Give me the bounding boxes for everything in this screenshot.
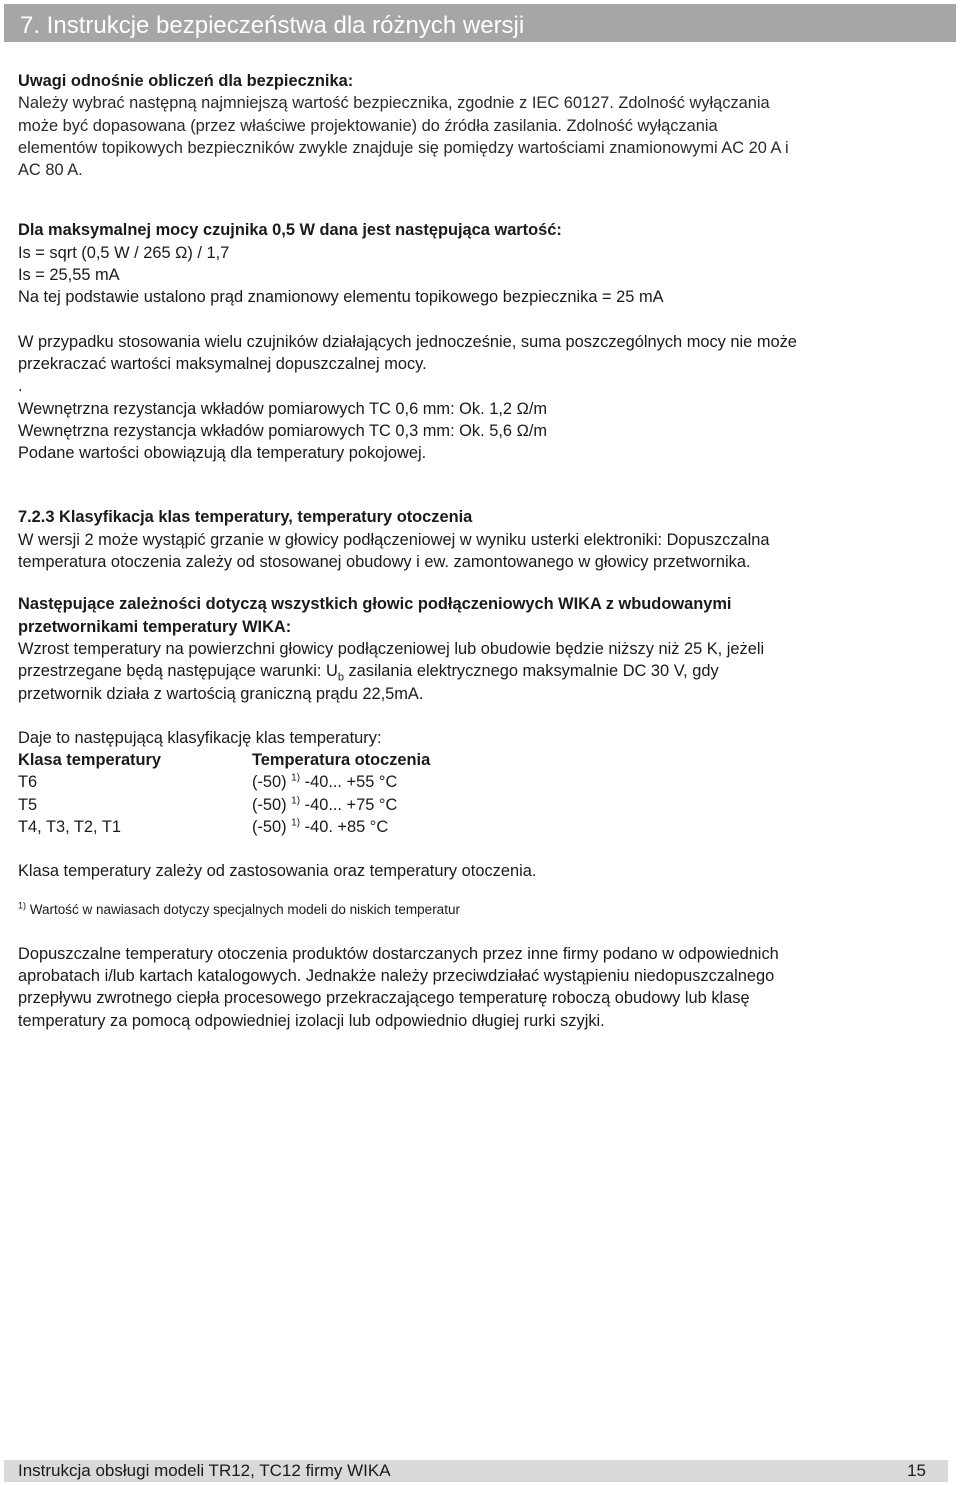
footnote-ref: 1) bbox=[291, 795, 301, 807]
page-number: 15 bbox=[907, 1461, 926, 1480]
room-temp-note: Podane wartości obowiązują dla temperatury pokojowej. bbox=[18, 444, 427, 463]
resistance-line: Wewnętrzna rezystancja wkładów pomiarowych TC 0,3 mm: Ok. 5,6 Ω/m bbox=[18, 421, 548, 440]
subscript: b bbox=[337, 671, 344, 684]
power-result: Is = 25,55 mA bbox=[18, 266, 120, 285]
dependencies-heading: Następujące zależności dotyczą wszystkich głowic podłączeniowych WIKA z wbudowanymi bbox=[18, 595, 732, 614]
classification-heading: 7.2.3 Klasyfikacja klas temperatury, temperatury otoczenia bbox=[18, 508, 473, 527]
section-title: 7. Instrukcje bezpieczeństwa dla różnych wersji bbox=[20, 12, 525, 39]
footnote-marker: 1) bbox=[18, 900, 27, 911]
closing-line: aprobatach i/lub kartach katalogowych. Jednakże należy przeciwdziałać wystąpieniu niedopuszczalnego bbox=[18, 966, 775, 985]
ambient-low: (-50) bbox=[252, 773, 292, 792]
closing-line: Dopuszczalne temperatury otoczenia produktów dostarczanych przez inne firmy podano w odpowiednich bbox=[18, 944, 779, 963]
fuse-line: może być dopasowana (przez właściwe projektowanie) do źródła zasilania. Zdolność wyłączania bbox=[18, 116, 718, 135]
table-cell-ambient bbox=[252, 771, 652, 793]
ambient-low: (-50) bbox=[252, 818, 292, 837]
multi-line: przekraczać wartości maksymalnej dopuszczalnej mocy. bbox=[18, 354, 427, 373]
temperature-class-table bbox=[18, 749, 943, 838]
dependencies-line bbox=[18, 660, 943, 682]
dependencies-text: przestrzegane będą następujące warunki: U bbox=[18, 662, 338, 681]
power-conclusion: Na tej podstawie ustalono prąd znamionowy elementu topikowego bezpiecznika = 25 mA bbox=[18, 288, 664, 307]
ambient-range: -40... +75 °C bbox=[300, 795, 398, 814]
closing-line: temperatury za pomocą odpowiedniej izolacji lub odpowiednio długiej rurki szyjki. bbox=[18, 1011, 605, 1030]
fuse-heading: Uwagi odnośnie obliczeń dla bezpiecznika: bbox=[18, 72, 354, 90]
table-note: Klasa temperatury zależy od zastosowania oraz temperatury otoczenia. bbox=[18, 862, 537, 881]
closing-line: przepływu zwrotnego ciepła procesowego przekraczającego temperaturę roboczą obudowy lub klasę bbox=[18, 989, 750, 1008]
footer-title: Instrukcja obsługi modeli TR12, TC12 firmy WIKA bbox=[18, 1461, 391, 1480]
table-cell-class: T6 bbox=[18, 773, 38, 792]
power-heading: Dla maksymalnej mocy czujnika 0,5 W dana jest następująca wartość: bbox=[18, 221, 562, 240]
dependencies-line: przetwornik działa z wartością graniczną prądu 22,5mA. bbox=[18, 684, 424, 703]
table-intro: Daje to następującą klasyfikację klas temperatury: bbox=[18, 728, 382, 747]
table-cell-ambient bbox=[252, 816, 652, 838]
dependencies-heading: przetwornikami temperatury WIKA: bbox=[18, 617, 292, 636]
fuse-line: AC 80 A. bbox=[18, 161, 83, 180]
multi-line: . bbox=[18, 377, 23, 396]
multi-line: W przypadku stosowania wielu czujników działających jednocześnie, suma poszczególnych mocy nie może bbox=[18, 332, 797, 351]
classification-line: temperatura otoczenia zależy od stosowanej obudowy i ew. zamontowanego w głowicy przetwornika. bbox=[18, 553, 751, 572]
footnote bbox=[18, 901, 943, 919]
power-formula: Is = sqrt (0,5 W / 265 Ω) / 1,7 bbox=[18, 243, 230, 262]
table-cell-ambient bbox=[252, 794, 652, 816]
page-footer bbox=[4, 1460, 948, 1482]
table-cell-class: T5 bbox=[18, 795, 38, 814]
dependencies-line: Wzrost temperatury na powierzchni głowicy podłączeniowej lub obudowie będzie niższy niż 25 K, jeżeli bbox=[18, 639, 765, 658]
ambient-range: -40. +85 °C bbox=[300, 818, 389, 837]
table-cell-class: T4, T3, T2, T1 bbox=[18, 818, 121, 837]
section-header-bar bbox=[4, 4, 956, 42]
ambient-range: -40... +55 °C bbox=[300, 773, 398, 792]
footnote-ref: 1) bbox=[291, 817, 301, 829]
document-body bbox=[18, 70, 943, 1032]
ambient-low: (-50) bbox=[252, 795, 292, 814]
table-header-class: Klasa temperatury bbox=[18, 751, 162, 770]
footnote-text: Wartość w nawiasach dotyczy specjalnych modeli do niskich temperatur bbox=[26, 901, 460, 917]
fuse-line: Należy wybrać następną najmniejszą wartość bezpiecznika, zgodnie z IEC 60127. Zdolność wyłączania bbox=[18, 94, 770, 113]
resistance-line: Wewnętrzna rezystancja wkładów pomiarowych TC 0,6 mm: Ok. 1,2 Ω/m bbox=[18, 399, 548, 418]
table-header-ambient: Temperatura otoczenia bbox=[252, 751, 431, 770]
dependencies-text: zasilania elektrycznego maksymalnie DC 30 V, gdy bbox=[343, 662, 719, 681]
fuse-line: elementów topikowych bezpieczników zwykle znajduje się pomiędzy wartościami znamionowymi AC 20 A i bbox=[18, 138, 789, 157]
classification-line: W wersji 2 może wystąpić grzanie w głowicy podłączeniowej w wyniku usterki elektroniki: Dopuszczalna bbox=[18, 530, 770, 549]
footnote-ref: 1) bbox=[291, 772, 301, 784]
